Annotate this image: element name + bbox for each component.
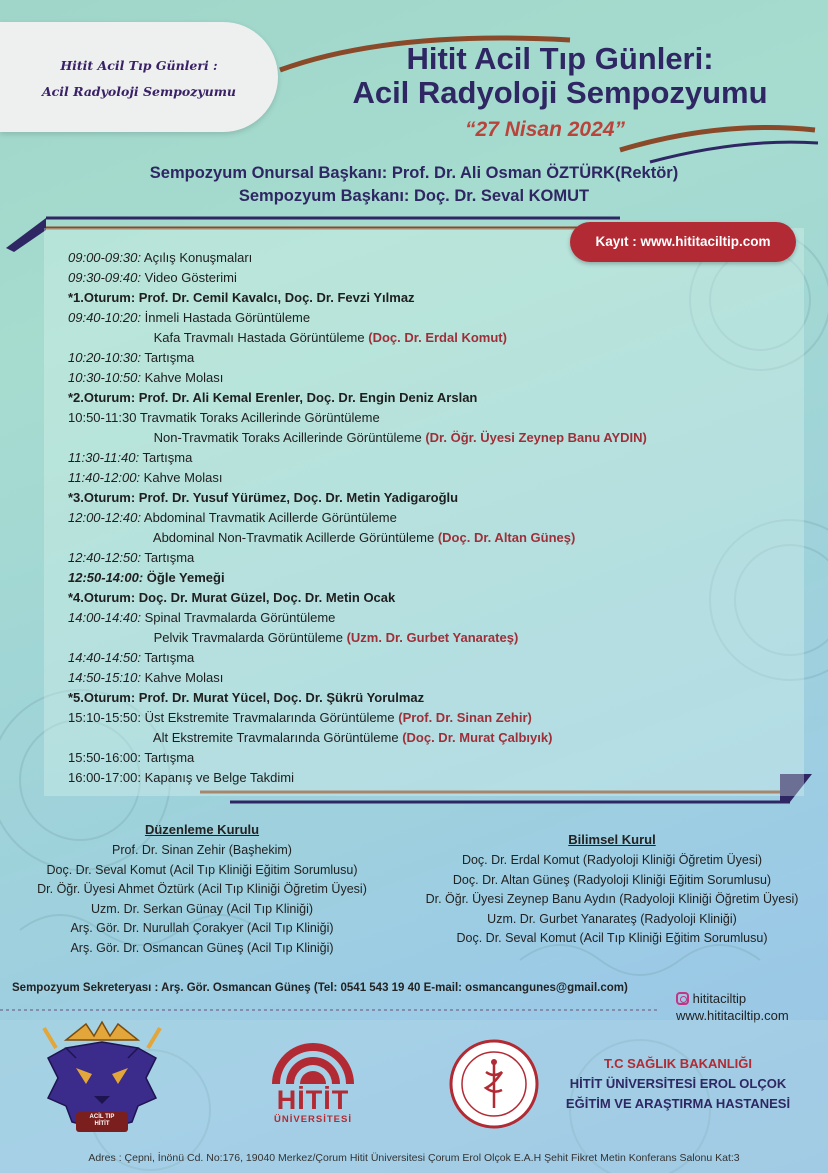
schedule-row — [68, 688, 647, 708]
schedule-time: 12:40-12:50: — [68, 550, 142, 565]
address: Adres : Çepni, İnönü Cd. No:176, 19040 Merkez/Çorum Hitit Üniversitesi Çorum Erol Olçok E.A.H Şehit Fikret Metin Konferans Salonu Kat:3 — [88, 1152, 740, 1164]
schedule-row — [68, 628, 647, 648]
hospital-line-2: HİTİT ÜNİVERSİTESİ EROL OLÇOK — [569, 1076, 787, 1091]
instagram-icon — [676, 992, 689, 1005]
schedule-time: 15:10-15:50: — [68, 710, 142, 725]
committee-member: Arş. Gör. Dr. Nurullah Çorakyer (Acil Tıp Kliniği) — [70, 921, 334, 935]
hospital-line-1: T.C SAĞLIK BAKANLIĞI — [603, 1056, 753, 1071]
schedule-row — [68, 488, 647, 508]
schedule-speaker: (Doç. Dr. Erdal Komut) — [368, 330, 507, 345]
schedule-speaker: (Uzm. Dr. Gurbet Yanarateş) — [346, 630, 519, 645]
social-links — [676, 990, 789, 1024]
schedule-row — [68, 608, 647, 628]
schedule-time: 14:40-14:50: — [68, 650, 142, 665]
schedule-text: Non-Travmatik Toraks Acillerinde Görüntüleme — [153, 430, 422, 445]
schedule-row — [68, 648, 647, 668]
schedule-row — [68, 248, 647, 268]
schedule-time: 14:00-14:40: — [68, 610, 142, 625]
schedule-row — [68, 528, 647, 548]
schedule-text: Kapanış ve Belge Takdimi — [144, 770, 294, 785]
instagram-handle[interactable]: hititaciltip — [692, 991, 747, 1006]
schedule-text: Kafa Travmalı Hastada Görüntüleme — [153, 330, 365, 345]
committee-member: Dr. Öğr. Üyesi Zeynep Banu Aydın (Radyoloji Kliniği Öğretim Üyesi) — [425, 892, 799, 906]
schedule-row — [68, 268, 647, 288]
schedule-row — [68, 708, 647, 728]
schedule-time: 12:50-14:00: — [68, 570, 144, 585]
schedule-time: 10:50-11:30 — [68, 410, 137, 425]
schedule-text: Üst Ekstremite Travmalarında Görüntüleme — [144, 710, 395, 725]
schedule-speaker: (Doç. Dr. Murat Çalbıyık) — [402, 730, 553, 745]
committee-member: Uzm. Dr. Gurbet Yanarateş (Radyoloji Kliniği) — [487, 911, 737, 926]
schedule-row — [68, 768, 647, 788]
event-date: “27 Nisan 2024” — [465, 118, 625, 141]
ministry-seal — [448, 1038, 540, 1130]
schedule-text: Doç. Dr. Murat Güzel, Doç. Dr. Metin Ocak — [138, 590, 396, 605]
committee-member: Doç. Dr. Erdal Komut (Radyoloji Kliniği Öğretim Üyesi) — [461, 853, 763, 867]
schedule-row — [68, 448, 647, 468]
schedule-time: 09:30-09:40: — [68, 270, 142, 285]
schedule-row — [68, 428, 647, 448]
schedule-row — [68, 388, 647, 408]
schedule-time: 09:40-10:20: — [68, 310, 142, 325]
organizing-heading: Düzenleme Kurulu — [144, 822, 260, 837]
schedule-text: Spinal Travmalarda Görüntüleme — [144, 610, 336, 625]
schedule-row — [68, 548, 647, 568]
schedule-time: 10:20-10:30: — [68, 350, 142, 365]
schedule-list — [68, 248, 647, 788]
committee-member: Arş. Gör. Dr. Osmancan Güneş (Acil Tıp Kliniği) — [70, 940, 334, 955]
schedule-row — [68, 468, 647, 488]
schedule-text: Prof. Dr. Cemil Kavalcı, Doç. Dr. Fevzi Yılmaz — [138, 290, 415, 305]
committee-member: Doç. Dr. Altan Güneş (Radyoloji Kliniği Eğitim Sorumlusu) — [452, 872, 772, 887]
schedule-text: Prof. Dr. Ali Kemal Erenler, Doç. Dr. Engin Deniz Arslan — [138, 390, 478, 405]
label-line-1: Hitit Acil Tıp Günleri : — [60, 58, 218, 73]
schedule-row — [68, 368, 647, 388]
hitit-university-logo — [266, 1036, 360, 1086]
hitit-sub: ÜNİVERSİTESİ — [274, 1114, 352, 1125]
schedule-row — [68, 408, 647, 428]
acil-tip-logo-text — [56, 1114, 148, 1128]
schedule-time: *5.Oturum: — [68, 690, 136, 705]
schedule-text: Tartışma — [144, 550, 195, 565]
schedule-time: *4.Oturum: — [68, 590, 136, 605]
committee-member: Doç. Dr. Seval Komut (Acil Tıp Kliniği Eğitim Sorumlusu) — [456, 931, 768, 945]
schedule-row — [68, 508, 647, 528]
event-label-card — [0, 22, 278, 132]
schedule-time: 12:00-12:40: — [68, 510, 142, 525]
schedule-row — [68, 568, 647, 588]
symposium-president: Sempozyum Başkanı: Doç. Dr. Seval KOMUT — [238, 187, 590, 205]
honorary-president: Sempozyum Onursal Başkanı: Prof. Dr. Ali Osman ÖZTÜRK(Rektör) — [149, 164, 679, 182]
hitit-name: HİTİT — [276, 1085, 350, 1115]
schedule-text: Prof. Dr. Murat Yücel, Doç. Dr. Şükrü Yorulmaz — [138, 690, 425, 705]
schedule-time: 14:50-15:10: — [68, 670, 142, 685]
committee-member: Dr. Öğr. Üyesi Ahmet Öztürk (Acil Tıp Kliniği Öğretim Üyesi) — [37, 882, 367, 896]
schedule-row — [68, 348, 647, 368]
title-line-2: Acil Radyoloji Sempozyumu — [352, 75, 768, 110]
main-title — [300, 42, 820, 110]
committee-member: Doç. Dr. Seval Komut (Acil Tıp Kliniği Eğitim Sorumlusu) — [46, 862, 358, 877]
organizing-committee — [4, 822, 400, 958]
schedule-time: 16:00-17:00: — [68, 770, 142, 785]
schedule-text: Kahve Molası — [143, 470, 223, 485]
schedule-row — [68, 588, 647, 608]
scientific-heading: Bilimsel Kurul — [568, 832, 656, 847]
schedule-speaker: (Dr. Öğr. Üyesi Zeynep Banu AYDIN) — [425, 430, 647, 445]
secretariat-info: Sempozyum Sekreteryası : Arş. Gör. Osmancan Güneş (Tel: 0541 543 19 40 E-mail: osmancangunes@gmail.com) — [12, 982, 628, 994]
schedule-time: 09:00-09:30: — [68, 250, 142, 265]
title-line-1: Hitit Acil Tıp Günleri: — [406, 41, 714, 76]
schedule-text: Kahve Molası — [144, 670, 224, 685]
schedule-text: Açılış Konuşmaları — [143, 250, 253, 265]
schedule-time: 10:30-10:50: — [68, 370, 142, 385]
schedule-text: Tartışma — [144, 650, 195, 665]
schedule-time: *1.Oturum: — [68, 290, 136, 305]
committee-member: Uzm. Dr. Serkan Günay (Acil Tıp Kliniği) — [90, 901, 314, 916]
schedule-text: Abdominal Non-Travmatik Acillerde Görüntüleme — [152, 530, 435, 545]
acil-tip-logo-line2: HİTİT — [94, 1121, 110, 1127]
schedule-time: 15:50-16:00: — [68, 750, 142, 765]
organizing-members — [4, 841, 400, 958]
schedule-text: İnmeli Hastada Görüntüleme — [144, 310, 311, 325]
committee-member: Prof. Dr. Sinan Zehir (Başhekim) — [112, 843, 292, 857]
schedule-row — [68, 308, 647, 328]
schedule-text: Tartışma — [144, 750, 195, 765]
schedule-row — [68, 328, 647, 348]
register-button[interactable]: Kayıt : www.hititaciltip.com — [570, 222, 796, 262]
acil-tip-logo-line1: ACİL TIP — [89, 1114, 115, 1120]
hospital-line-3: EĞİTİM VE ARAŞTIRMA HASTANESİ — [565, 1096, 791, 1111]
schedule-text: Abdominal Travmatik Acillerde Görüntüleme — [143, 510, 397, 525]
schedule-row — [68, 288, 647, 308]
scientific-members — [398, 851, 826, 949]
schedule-time: 11:40-12:00: — [68, 470, 141, 485]
schedule-time: *3.Oturum: — [68, 490, 136, 505]
schedule-text: Alt Ekstremite Travmalarında Görüntüleme — [152, 730, 399, 745]
schedule-speaker: (Doç. Dr. Altan Güneş) — [437, 530, 576, 545]
schedule-row — [68, 748, 647, 768]
schedule-text: Kahve Molası — [144, 370, 224, 385]
schedule-text: Tartışma — [144, 350, 195, 365]
hitit-university-text — [258, 1086, 368, 1125]
schedule-time: 11:30-11:40: — [68, 450, 140, 465]
schedule-text: Video Gösterimi — [144, 270, 237, 285]
schedule-text: Travmatik Toraks Acillerinde Görüntüleme — [139, 410, 380, 425]
schedule-text: Öğle Yemeği — [146, 570, 225, 585]
schedule-text: Pelvik Travmalarda Görüntüleme — [153, 630, 343, 645]
scientific-committee — [398, 832, 826, 949]
schedule-row — [68, 728, 647, 748]
schedule-text: Tartışma — [142, 450, 193, 465]
label-line-2: Acil Radyoloji Sempozyumu — [41, 84, 237, 99]
website-link[interactable]: www.hititaciltip.com — [676, 1008, 789, 1023]
schedule-text: Prof. Dr. Yusuf Yürümez, Doç. Dr. Metin Yadigaroğlu — [138, 490, 459, 505]
schedule-speaker: (Prof. Dr. Sinan Zehir) — [398, 710, 532, 725]
schedule-row — [68, 668, 647, 688]
schedule-time: *2.Oturum: — [68, 390, 136, 405]
